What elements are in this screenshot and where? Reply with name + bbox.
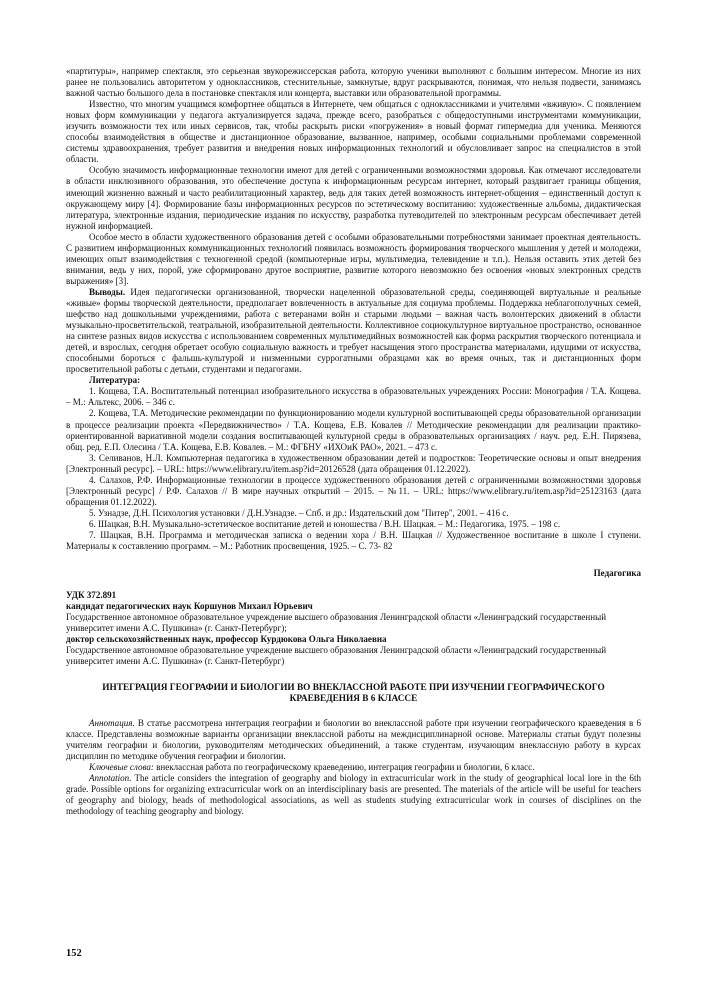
author-name: доктор сельскохозяйственных наук, профессор Курдюкова Ольга Николаевна (66, 634, 387, 645)
abstract-label: Аннотация. (89, 717, 135, 728)
keywords-ru (66, 762, 641, 773)
reference-item: 7. Шацкая, В.Н. Программа и методическая записка о ведении хора / В.Н. Шацкая // Художественное воспитание в школе I ступени. Материалы к составлению программ. – М.: Работник просвещения, 1925. – С. 73- 82 (66, 529, 641, 552)
conclusion-paragraph (66, 287, 641, 375)
abstract-block (66, 718, 641, 817)
reference-item: 3. Селиванов, Н.Л. Компьютерная педагогика в художественном образовании детей и подростков: Теоретические основы и опыт внедрения [Электронный ресурс]. – URL: https://www.elibrary.ru/item.asp?id=20126528 (дата обращения 01.12.2022). (66, 452, 641, 474)
reference-item: 6. Шацкая, В.Н. Музыкально-эстетическое воспитание детей и юношества / В.Н. Шацкая. – М.: Педагогика, 1975. – 198 с. (89, 518, 561, 529)
body-paragraph: Особое место в области художественного образования детей с особыми образовательными потребностями занимает проектная деятельность. С развитием информационных коммуникационных технологий появилась возможность формирования творческого мышления у детей и молодежи, имеющих опыт взаимодействия с техногенной средой (компьютерные игры, мультимедиа, телевидение и т.п.). Нельзя оставить этих детей без внимания, ведь у них, порой, уже сформировано другое восприятие, развитие которого невозможно без освоения «новых электронных средств выражения» [3]. (66, 231, 641, 286)
references-heading: Литература: (89, 375, 141, 386)
reference-item: 2. Кощева, Т.А. Методические рекомендации по функционированию модели культурной воспитывающей среды образовательной организации в процессе реализации проекта «Передвижничество» / Т.А. Кощева, Е.В. Ковалев // Методические рекомендации для реализации практико-ориентированной вариативной модели создания воспитывающей культурной среды в образовательных организациях / науч. ред. Е.Н. Пирязева, общ. ред. Е.П. Олесина / Т.А. Кощева, Е.В. Ковалев. – М.: ФГБНУ «ИХОиК РАО», 2021. – 473 с. (66, 408, 641, 452)
abstract-en (66, 773, 641, 817)
annotation-label: Annotation. (89, 772, 132, 783)
author-name: кандидат педагогических наук Коршунов Михаил Юрьевич (66, 601, 313, 612)
keywords-label: Ключевые слова: (89, 761, 154, 772)
annotation-text: The article considers the integration of geography and biology in extracurricular work in the study of geographical local lore in the 6th grade. Possible options for organizing extracurricular work on an interdisciplinary basis are presented. The materials of the article will be useful for teachers of geography and biology, heads of methodological associations, as well as students studying extracurricular work in courses of disciplines on the methodology of teaching geography and biology. (66, 772, 641, 816)
article-title: ИНТЕГРАЦИЯ ГЕОГРАФИИ И БИОЛОГИИ ВО ВНЕКЛАССНОЙ РАБОТЕ ПРИ ИЗУЧЕНИИ ГЕОГРАФИЧЕСКОГО КРАЕВЕДЕНИЯ В 6 КЛАССЕ (102, 683, 605, 705)
author-affiliation: Государственное автономное образовательное учреждение высшего образования Ленинградской области «Ленинградский государственный университет имени А.С. Пушкина» (г. Санкт-Петербург) (66, 645, 607, 667)
section-label: Педагогика (593, 568, 641, 579)
reference-item: 5. Узнадзе, Д.Н. Психология установки / Д.Н.Узнадзе. – Спб. и др.: Издательский дом "Питер", 2001. – 416 с. (89, 507, 509, 518)
reference-item: 1. Кощева, Т.А. Воспитательный потенциал изобразительного искусства в образовательных учреждениях России: Монография / Т.А. Кощева. – М.: Альтекс, 2006. – 346 с. (66, 386, 641, 408)
body-paragraph: Известно, что многим учащимся комфортнее общаться в Интернете, чем общаться с одноклассниками и учителями «вживую». С появлением новых форм коммуникации у педагога актуализируется задача, прежде всего, разобраться с общедоступными инструментами коммуникации, изучить возможности тех или иных сервисов, так, чтобы раскрыть риски «погружения» в новый формат гипермедиа для ученика. Меняются способы взаимодействия в обществе и дистанционное образование, вызванное, например, особыми социальными проблемами современной системы здравоохранения, требует развития и внедрения новых информационных технологий и обусловливает запрос на специалистов в этой области. (66, 99, 641, 165)
keywords-text: внеклассная работа по географическому краеведению, интеграция географии и биологии, 6 класс. (153, 761, 535, 772)
body-paragraph: «партитуры», например спектакля, это серьезная звукорежиссерская работа, которую ученики выполняют с большим интересом. Многие из них ранее не пользовались авторитетом у одноклассников, стеснительные, замкнутые, вдруг раскрываются, понимая, что нельзя подвести, занимаясь важной частью большого дела в постановке спектакля или концерта, выставки или образовательной программы. (66, 66, 641, 99)
author-affiliation: Государственное автономное образовательное учреждение высшего образования Ленинградской области «Ленинградский государственный университет имени А.С. Пушкина» (г. Санкт-Петербург); (66, 612, 607, 634)
abstract-ru (66, 718, 641, 762)
udk-code: УДК 372.891 (66, 590, 117, 601)
conclusion-label: Выводы. (89, 286, 126, 297)
abstract-text: В статье рассмотрена интеграция географии и биологии во внеклассной работе при изучении географического краеведения в 6 классе. Представлены возможные варианты организации внеклассной работы на междисциплинарной основе. Материалы статьи будут полезны учителям географии и биологии, руководителям методических объединений, а также студентам, изучающим внеклассную работу в курсах дисциплин по методике обучения географии и биологии. (66, 717, 641, 761)
document-page (66, 66, 641, 817)
page-number: 152 (66, 948, 82, 959)
body-paragraph: Особую значимость информационные технологии имеют для детей с ограниченными возможностями здоровья. Как отмечают исследователи в области инклюзивного образования, это обеспечение доступа к информационным ресурсам интернет, который раздвигает границы общения, имеющий жизненно важный и часто реабилитационный характер, ведь для таких детей возможность интернет-общения – единственный доступ к окружающему миру [4]. Формирование базы информационных ресурсов по эстетическому воспитанию: художественные альбомы, дидактическая литература, электронные издания, периодические издания по искусству, разработка путеводителей по электронным ресурсам обеспечивает детей нужной информацией. (66, 165, 641, 231)
reference-item: 4. Салахов, Р.Ф. Информационные технологии в процессе художественного образования детей с ограниченными возможностями здоровья [Электронный ресурс] / Р.Ф. Салахов // В мире научных открытий – 2015. – №11. – URL: https://www.elibrary.ru/item.asp?id=25123163 (дата обращения 01.12.2022). (66, 474, 641, 507)
conclusion-text: Идея педагогически организованной, творчески нацеленной образовательной среды, соединяющей виртуальные и реальные «живые» формы творческой деятельности, предполагает вовлеченность в актуальные для социума проблемы. Поддержка неблагополучных семей, шефство над дошкольными учреждениями, работа с ветеранами войн и старыми людьми – важная часть волонтерских движений в области музыкально-просветительской, театральной, изобразительной деятельности. Коллективное социокультурное виртуальное пространство, основанное на синтезе разных видов искусства с использованием современных мультимедийных возможностей как форма раскрытия творческого потенциала и детей, и взрослых, сегодня обретает особую социальную важность и требует насыщения этого пространства материалами, идущими от искусства, способными бороться с фальшь-культурой и низменными суррогатными образцами как во время очных, так и дистанционных форм просветительной работы с детьми, студентами и педагогами. (66, 286, 641, 375)
